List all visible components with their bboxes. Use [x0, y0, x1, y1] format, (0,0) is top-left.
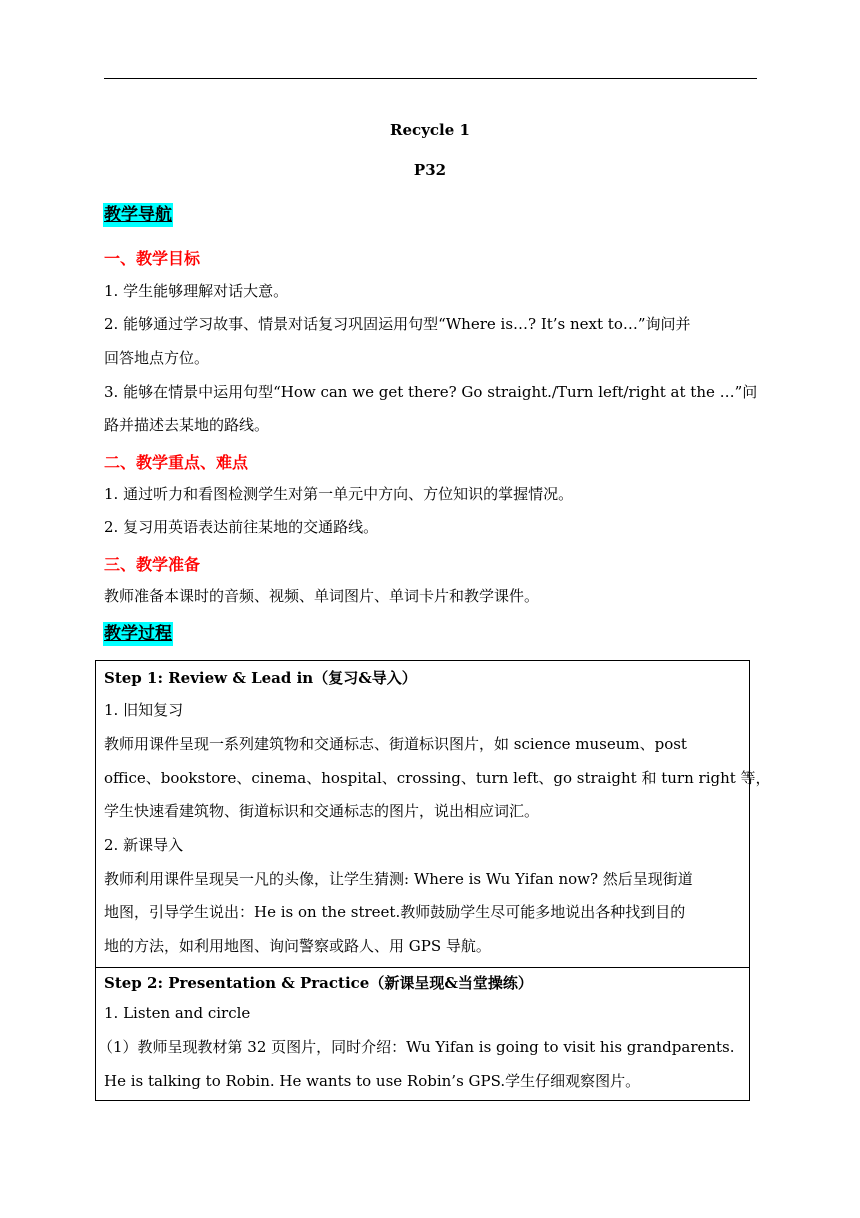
objective-line: 路并描述去某地的路线。: [104, 416, 270, 434]
objective-line: 1. 学生能够理解对话大意。: [104, 282, 289, 300]
step2-cell: [95, 967, 750, 1101]
key-points-heading: 二、教学重点、难点: [104, 453, 249, 472]
step2-line: （1）教师呈现教材第 32 页图片，同时介绍：Wu Yifan is going to visit his grandparents.: [98, 1038, 735, 1056]
key-point-line: 1. 通过听力和看图检测学生对第一单元中方向、方位知识的掌握情况。: [104, 485, 574, 503]
step1-line: 教师用课件呈现一系列建筑物和交通标志、街道标识图片，如 science museum、post: [104, 735, 687, 753]
objective-line: 2. 能够通过学习故事、情景对话复习巩固运用句型“Where is…? It’s next to…”询问并: [104, 315, 691, 333]
step2-line: He is talking to Robin. He wants to use Robin’s GPS.学生仔细观察图片。: [104, 1072, 641, 1090]
nav-heading: 教学导航: [104, 205, 172, 225]
preparation-text: 教师准备本课时的音频、视频、单词图片、单词卡片和教学课件。: [104, 587, 540, 605]
step1-line: office、bookstore、cinema、hospital、crossing、turn left、go straight 和 turn right 等，: [104, 769, 771, 787]
step1-title: Step 1: Review & Lead in（复习&导入）: [104, 669, 417, 687]
step1-line: 学生快速看建筑物、街道标识和交通标志的图片，说出相应词汇。: [104, 802, 540, 820]
step1-line: 教师利用课件呈现吴一凡的头像，让学生猜测: Where is Wu Yifan now? 然后呈现街道: [104, 870, 693, 888]
step1-line: 地的方法，如利用地图、询问警察或路人、用 GPS 导航。: [104, 937, 491, 955]
objective-line: 回答地点方位。: [104, 349, 210, 367]
step1-line: 2. 新课导入: [104, 836, 184, 854]
document-title: Recycle 1: [390, 121, 470, 139]
step2-line: 1. Listen and circle: [104, 1004, 251, 1022]
step2-title: Step 2: Presentation & Practice（新课呈现&当堂操练）: [104, 974, 533, 992]
page-reference: P32: [413, 161, 447, 179]
preparation-heading: 三、教学准备: [104, 555, 201, 574]
key-point-line: 2. 复习用英语表达前往某地的交通路线。: [104, 518, 379, 536]
objectives-heading: 一、教学目标: [104, 249, 201, 268]
header-rule: [104, 78, 757, 79]
process-heading: 教学过程: [104, 624, 172, 644]
step1-line: 地图，引导学生说出：He is on the street.教师鼓励学生尽可能多地说出各种找到目的: [104, 903, 686, 921]
step1-cell: [95, 660, 771, 968]
step1-line: 1. 旧知复习: [104, 701, 184, 719]
objective-line: 3. 能够在情景中运用句型“How can we get there? Go straight./Turn left/right at the …”问: [104, 383, 758, 401]
